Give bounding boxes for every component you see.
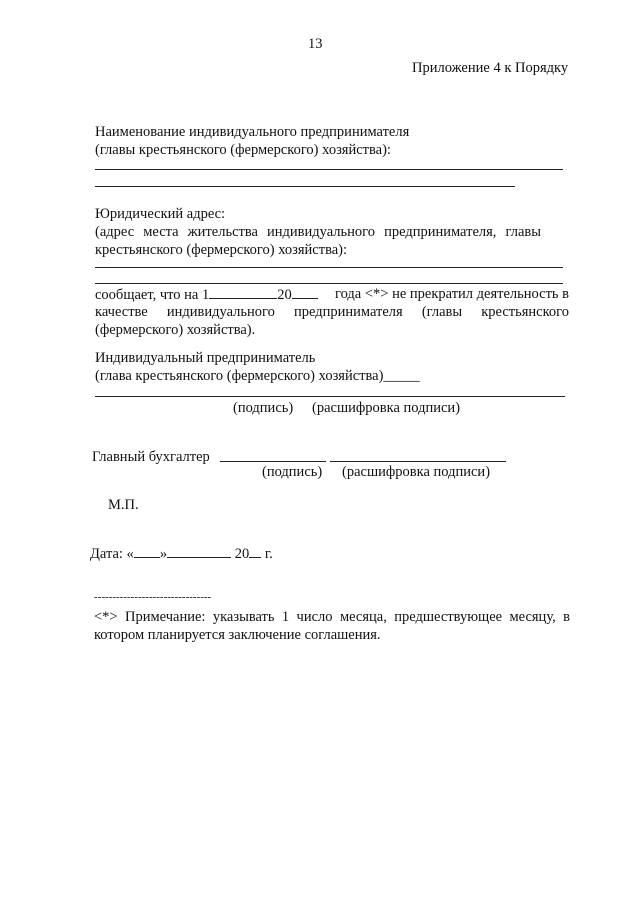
accountant-title: Главный бухгалтер <box>92 449 210 465</box>
footnote-line-2: котором планируется заключение соглашения. <box>94 627 381 643</box>
stamp-placeholder: М.П. <box>108 497 139 513</box>
date-year-field[interactable] <box>249 545 261 558</box>
accountant-decoding-line[interactable] <box>330 461 506 462</box>
date-close-quote: » <box>159 546 168 562</box>
statement-line-1 <box>95 286 569 304</box>
statement-text-a: сообщает, что на 1 <box>95 287 210 303</box>
name-field-line-2[interactable] <box>95 186 515 187</box>
entrepreneur-signature-line[interactable] <box>95 396 565 397</box>
entrepreneur-decoding-label: (расшифровка подписи) <box>312 400 461 416</box>
date-line <box>90 545 273 563</box>
statement-text-c: года <*> не прекратил деятельность в <box>335 286 569 302</box>
statement-line-3: (фермерского) хозяйства). <box>95 322 256 338</box>
appendix-heading: Приложение 4 к Порядку <box>412 60 569 76</box>
entrepreneur-title: Индивидуальный предприниматель <box>95 350 316 366</box>
accountant-signature-line[interactable] <box>220 461 326 462</box>
entrepreneur-signature-label: (подпись) <box>233 400 294 416</box>
date-day-field[interactable] <box>134 545 160 558</box>
footnote-line-1: <*> Примечание: указывать 1 число месяца, предшествующее месяцу, в <box>94 609 570 625</box>
accountant-signature-label: (подпись) <box>262 464 323 480</box>
accountant-decoding-label: (расшифровка подписи) <box>342 464 491 480</box>
address-field-line-2[interactable] <box>95 283 563 284</box>
date-month-field[interactable] <box>167 545 231 558</box>
address-sublabel-2: крестьянского (фермерского) хозяйства): <box>95 242 348 258</box>
name-field-line-1[interactable] <box>95 169 563 170</box>
page-number: 13 <box>308 36 323 52</box>
statement-year-field[interactable] <box>292 286 318 299</box>
date-year-prefix: 20 <box>234 546 250 562</box>
date-year-suffix: г. <box>264 546 273 562</box>
statement-day-field[interactable] <box>209 286 277 299</box>
statement-line-2: качестве индивидуального предпринимателя (главы крестьянского <box>95 304 569 320</box>
date-label: Дата: « <box>90 546 134 562</box>
name-label: Наименование индивидуального предпринимателя <box>95 124 410 140</box>
address-field-line-1[interactable] <box>95 267 563 268</box>
footnote-separator: -------------------------------- <box>94 591 212 603</box>
entrepreneur-subtitle: (глава крестьянского (фермерского) хозяйства)_____ <box>95 368 420 384</box>
address-label: Юридический адрес: <box>95 206 226 222</box>
address-sublabel-1: (адрес места жительства индивидуального предпринимателя, главы <box>95 224 541 240</box>
statement-year-prefix: 20 <box>277 287 292 303</box>
name-sublabel: (главы крестьянского (фермерского) хозяйства): <box>95 142 391 158</box>
